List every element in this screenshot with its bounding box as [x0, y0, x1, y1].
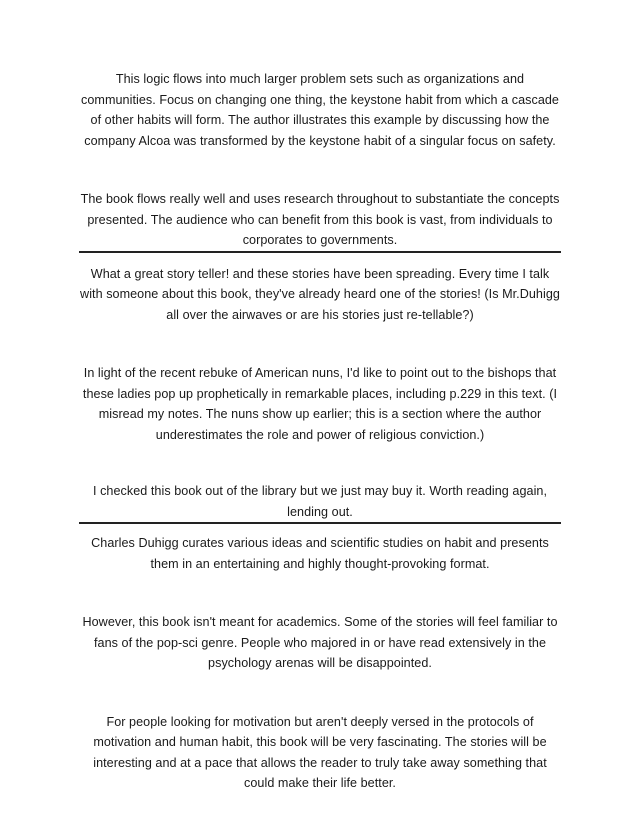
review-2-paragraph-2: In light of the recent rebuke of American nuns, I'd like to point out to the bishops that these ladies pop up prophetically in remarkable places, including p.229 in this text. (I misread my notes. The nuns show up earlier; this is a section where the author underestimates the role and power of religious conviction.) — [82, 366, 558, 442]
paragraph-gap — [79, 445, 561, 481]
paragraph-gap — [79, 674, 561, 712]
paragraph-gap — [79, 574, 561, 612]
paragraph-gap — [79, 151, 561, 189]
review-3-paragraph-1: Charles Duhigg curates various ideas and scientific studies on habit and presents them in an entertaining and highly thought-provoking format. — [91, 536, 549, 571]
review-1-paragraph-1: This logic flows into much larger problem sets such as organizations and communities. Focus on changing one thing, the keystone habit from which a cascade of other habits will form. The author illustrates this example by discussing how the company Alcoa was transformed by the keystone habit of a singular focus on safety. — [81, 72, 559, 148]
review-block-1 — [79, 69, 561, 251]
review-block-3 — [79, 533, 561, 794]
review-block-2 — [79, 264, 561, 523]
review-3-paragraph-3: For people looking for motivation but aren't deeply versed in the protocols of motivation and human habit, this book will be very fascinating. The stories will be interesting and at a pace that allows the reader to truly take away something that could make their life better. — [93, 714, 547, 790]
document-page — [79, 69, 561, 794]
review-1-paragraph-2: The book flows really well and uses research throughout to substantiate the concepts presented. The audience who can benefit from this book is vast, from individuals to corporates to governments. — [80, 192, 560, 247]
paragraph-gap — [79, 325, 561, 363]
review-3-paragraph-2: However, this book isn't meant for academics. Some of the stories will feel familiar to fans of the pop-sci genre. People who majored in or have read extensively in the psychology arenas will be disappointed. — [82, 615, 558, 670]
review-2-paragraph-3: I checked this book out of the library but we just may buy it. Worth reading again, lending out. — [92, 484, 548, 519]
review-2-paragraph-1: What a great story teller! and these stories have been spreading. Every time I talk with someone about this book, they've already heard one of the stories! (Is Mr.Duhigg all over the airwaves or are his stories just re-tellable?) — [80, 266, 560, 322]
